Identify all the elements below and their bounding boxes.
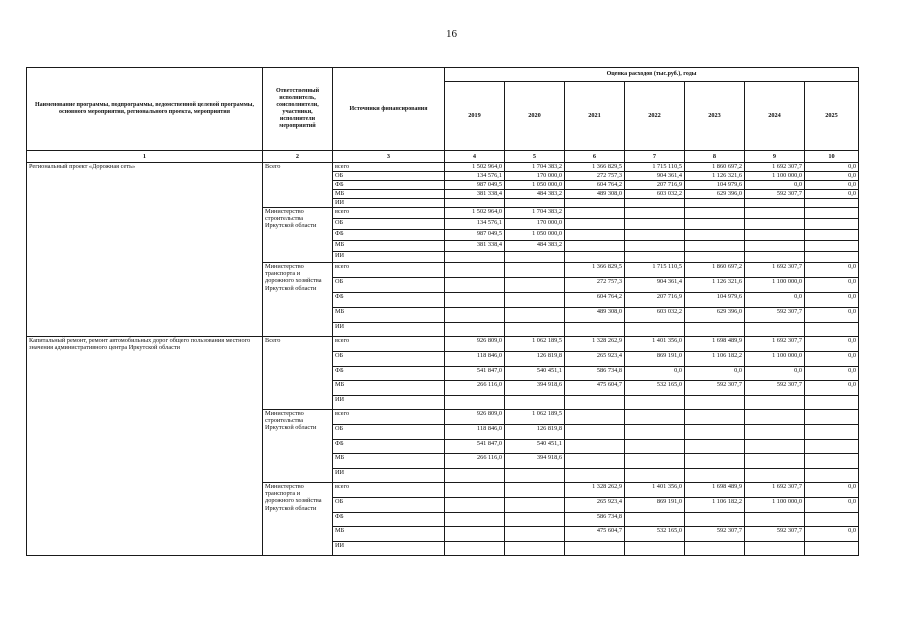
amount-cell <box>445 308 505 323</box>
amount-cell <box>565 230 625 241</box>
funding-source-cell: ФБ <box>333 440 445 454</box>
amount-cell: 0,0 <box>745 293 805 308</box>
amount-cell: 126 819,8 <box>505 425 565 440</box>
amount-cell <box>505 527 565 542</box>
amount-cell <box>565 469 625 483</box>
amount-cell <box>565 410 625 425</box>
amount-cell <box>565 252 625 263</box>
funding-source-cell: ОБ <box>333 352 445 367</box>
amount-cell <box>505 252 565 263</box>
amount-cell: 266 116,0 <box>445 454 505 469</box>
amount-cell: 272 757,3 <box>565 172 625 181</box>
amount-cell <box>505 498 565 513</box>
amount-cell <box>625 208 685 219</box>
amount-cell <box>445 263 505 278</box>
amount-cell: 118 846,0 <box>445 352 505 367</box>
column-number: 5 <box>505 151 565 163</box>
amount-cell: 0,0 <box>805 367 859 381</box>
table-row <box>27 163 859 172</box>
column-number: 4 <box>445 151 505 163</box>
amount-cell: 207 716,9 <box>625 181 685 190</box>
funding-source-cell: всего <box>333 410 445 425</box>
amount-cell: 0,0 <box>805 293 859 308</box>
funding-source-cell: всего <box>333 483 445 498</box>
amount-cell: 118 846,0 <box>445 425 505 440</box>
header-year: 2022 <box>625 82 685 151</box>
amount-cell <box>805 219 859 230</box>
amount-cell <box>625 469 685 483</box>
funding-source-cell: ИИ <box>333 199 445 208</box>
amount-cell: 1 100 000,0 <box>745 172 805 181</box>
amount-cell: 987 049,5 <box>445 181 505 190</box>
funding-source-cell: ФБ <box>333 293 445 308</box>
funding-source-cell: ИИ <box>333 252 445 263</box>
amount-cell: 0,0 <box>805 172 859 181</box>
amount-cell: 0,0 <box>745 181 805 190</box>
amount-cell <box>445 252 505 263</box>
header-year: 2020 <box>505 82 565 151</box>
funding-source-cell: МБ <box>333 454 445 469</box>
amount-cell <box>685 230 745 241</box>
amount-cell <box>685 469 745 483</box>
amount-cell <box>685 425 745 440</box>
amount-cell: 1 715 110,5 <box>625 263 685 278</box>
amount-cell: 381 338,4 <box>445 241 505 252</box>
amount-cell <box>445 527 505 542</box>
amount-cell: 926 809,0 <box>445 337 505 352</box>
amount-cell: 0,0 <box>805 381 859 396</box>
amount-cell <box>625 219 685 230</box>
amount-cell <box>445 469 505 483</box>
amount-cell: 0,0 <box>805 352 859 367</box>
amount-cell: 1 715 110,5 <box>625 163 685 172</box>
amount-cell <box>745 542 805 556</box>
amount-cell: 1 100 000,0 <box>745 278 805 293</box>
funding-source-cell: ОБ <box>333 498 445 513</box>
amount-cell <box>565 241 625 252</box>
amount-cell: 1 126 321,6 <box>685 278 745 293</box>
amount-cell: 1 100 000,0 <box>745 498 805 513</box>
funding-source-cell: МБ <box>333 527 445 542</box>
amount-cell <box>805 252 859 263</box>
funding-source-cell: ФБ <box>333 181 445 190</box>
amount-cell: 1 692 307,7 <box>745 483 805 498</box>
amount-cell: 603 032,2 <box>625 190 685 199</box>
amount-cell: 592 307,7 <box>745 190 805 199</box>
amount-cell: 126 819,8 <box>505 352 565 367</box>
amount-cell <box>745 410 805 425</box>
amount-cell <box>445 483 505 498</box>
amount-cell <box>625 454 685 469</box>
column-number: 9 <box>745 151 805 163</box>
responsible-cell: Министерство строительства Иркутской области <box>263 208 333 263</box>
funding-source-cell: всего <box>333 208 445 219</box>
amount-cell: 265 923,4 <box>565 352 625 367</box>
amount-cell <box>445 513 505 527</box>
amount-cell <box>745 454 805 469</box>
amount-cell <box>625 425 685 440</box>
amount-cell: 869 191,0 <box>625 352 685 367</box>
amount-cell: 869 191,0 <box>625 498 685 513</box>
amount-cell <box>685 542 745 556</box>
amount-cell: 541 847,0 <box>445 367 505 381</box>
amount-cell <box>685 323 745 337</box>
amount-cell <box>625 542 685 556</box>
amount-cell: 1 860 697,2 <box>685 163 745 172</box>
amount-cell: 586 734,8 <box>565 513 625 527</box>
funding-source-cell: ОБ <box>333 278 445 293</box>
amount-cell <box>505 278 565 293</box>
amount-cell <box>565 542 625 556</box>
amount-cell <box>565 199 625 208</box>
amount-cell: 265 923,4 <box>565 498 625 513</box>
amount-cell: 134 576,1 <box>445 172 505 181</box>
amount-cell <box>625 241 685 252</box>
amount-cell <box>745 230 805 241</box>
amount-cell <box>565 440 625 454</box>
amount-cell: 604 764,2 <box>565 293 625 308</box>
amount-cell: 489 308,0 <box>565 308 625 323</box>
amount-cell: 0,0 <box>685 367 745 381</box>
column-number: 3 <box>333 151 445 163</box>
amount-cell <box>805 396 859 410</box>
amount-cell <box>805 440 859 454</box>
column-number: 2 <box>263 151 333 163</box>
funding-source-cell: ИИ <box>333 323 445 337</box>
amount-cell <box>565 454 625 469</box>
amount-cell <box>685 513 745 527</box>
column-number: 7 <box>625 151 685 163</box>
amount-cell: 1 366 829,5 <box>565 263 625 278</box>
amount-cell: 1 692 307,7 <box>745 263 805 278</box>
amount-cell <box>745 208 805 219</box>
amount-cell <box>505 396 565 410</box>
amount-cell <box>805 199 859 208</box>
amount-cell: 1 328 262,9 <box>565 483 625 498</box>
amount-cell <box>685 219 745 230</box>
header-program-name: Наименование программы, подпрограммы, ведомственной целевой программы, основного мероприятия, регионального проекта, мероприятия <box>27 68 263 151</box>
amount-cell <box>745 513 805 527</box>
amount-cell: 0,0 <box>805 308 859 323</box>
amount-cell: 1 100 000,0 <box>745 352 805 367</box>
amount-cell <box>565 425 625 440</box>
amount-cell: 1 050 000,0 <box>505 181 565 190</box>
amount-cell: 0,0 <box>805 498 859 513</box>
amount-cell <box>505 483 565 498</box>
amount-cell: 1 106 182,2 <box>685 498 745 513</box>
amount-cell: 1 704 383,2 <box>505 208 565 219</box>
amount-cell: 1 502 964,0 <box>445 208 505 219</box>
funding-source-cell: МБ <box>333 190 445 199</box>
amount-cell <box>505 199 565 208</box>
funding-source-cell: МБ <box>333 308 445 323</box>
amount-cell <box>805 323 859 337</box>
amount-cell <box>805 241 859 252</box>
amount-cell: 1 401 356,0 <box>625 337 685 352</box>
amount-cell: 0,0 <box>805 181 859 190</box>
amount-cell <box>685 241 745 252</box>
page-number: 16 <box>446 28 457 40</box>
amount-cell <box>445 293 505 308</box>
amount-cell <box>685 208 745 219</box>
amount-cell <box>685 199 745 208</box>
funding-source-cell: МБ <box>333 241 445 252</box>
amount-cell <box>625 410 685 425</box>
amount-cell: 592 307,7 <box>745 381 805 396</box>
amount-cell: 1 126 321,6 <box>685 172 745 181</box>
amount-cell: 1 062 189,5 <box>505 337 565 352</box>
amount-cell: 1 692 307,7 <box>745 163 805 172</box>
funding-source-cell: ИИ <box>333 396 445 410</box>
funding-source-cell: ИИ <box>333 469 445 483</box>
amount-cell <box>445 199 505 208</box>
amount-cell: 592 307,7 <box>745 527 805 542</box>
amount-cell <box>625 199 685 208</box>
amount-cell: 484 383,2 <box>505 241 565 252</box>
funding-source-cell: ОБ <box>333 219 445 230</box>
amount-cell: 0,0 <box>805 278 859 293</box>
amount-cell: 170 000,0 <box>505 172 565 181</box>
funding-source-cell: ОБ <box>333 425 445 440</box>
column-number: 10 <box>805 151 859 163</box>
amount-cell: 134 576,1 <box>445 219 505 230</box>
amount-cell <box>505 469 565 483</box>
amount-cell <box>505 513 565 527</box>
amount-cell: 1 062 189,5 <box>505 410 565 425</box>
amount-cell: 0,0 <box>805 190 859 199</box>
amount-cell <box>745 425 805 440</box>
funding-source-cell: всего <box>333 163 445 172</box>
amount-cell <box>565 219 625 230</box>
amount-cell: 0,0 <box>805 483 859 498</box>
responsible-cell: Министерство транспорта и дорожного хозяйства Иркутской области <box>263 263 333 337</box>
amount-cell <box>565 396 625 410</box>
amount-cell <box>805 410 859 425</box>
amount-cell <box>505 542 565 556</box>
amount-cell <box>625 323 685 337</box>
amount-cell: 394 918,6 <box>505 381 565 396</box>
amount-cell <box>805 230 859 241</box>
responsible-cell: Министерство транспорта и дорожного хозяйства Иркутской области <box>263 483 333 556</box>
amount-cell <box>445 323 505 337</box>
program-name-cell: Региональный проект «Дорожная сеть» <box>27 163 263 337</box>
amount-cell: 489 308,0 <box>565 190 625 199</box>
amount-cell: 926 809,0 <box>445 410 505 425</box>
amount-cell <box>805 542 859 556</box>
amount-cell: 0,0 <box>625 367 685 381</box>
program-name-cell: Капитальный ремонт, ремонт автомобильных дорог общего пользования местного значения административного центра Иркутской области <box>27 337 263 556</box>
amount-cell <box>445 542 505 556</box>
amount-cell <box>625 440 685 454</box>
header-year: 2021 <box>565 82 625 151</box>
amount-cell: 1 698 489,9 <box>685 337 745 352</box>
amount-cell <box>745 199 805 208</box>
funding-source-cell: МБ <box>333 381 445 396</box>
table-row <box>27 337 859 352</box>
amount-cell: 1 698 489,9 <box>685 483 745 498</box>
amount-cell: 629 396,0 <box>685 308 745 323</box>
amount-cell <box>505 308 565 323</box>
amount-cell: 272 757,3 <box>565 278 625 293</box>
amount-cell: 540 451,1 <box>505 367 565 381</box>
amount-cell <box>505 263 565 278</box>
amount-cell: 104 979,6 <box>685 293 745 308</box>
amount-cell: 484 383,2 <box>505 190 565 199</box>
amount-cell: 1 050 000,0 <box>505 230 565 241</box>
amount-cell: 604 764,2 <box>565 181 625 190</box>
funding-source-cell: всего <box>333 263 445 278</box>
responsible-cell: Всего <box>263 337 333 410</box>
amount-cell <box>625 396 685 410</box>
amount-cell: 266 116,0 <box>445 381 505 396</box>
amount-cell: 603 032,2 <box>625 308 685 323</box>
amount-cell <box>745 440 805 454</box>
funding-source-cell: ФБ <box>333 230 445 241</box>
amount-cell: 1 401 356,0 <box>625 483 685 498</box>
amount-cell <box>445 498 505 513</box>
amount-cell <box>445 278 505 293</box>
amount-cell: 475 604,7 <box>565 527 625 542</box>
amount-cell <box>685 410 745 425</box>
amount-cell <box>625 230 685 241</box>
amount-cell: 1 106 182,2 <box>685 352 745 367</box>
amount-cell: 987 049,5 <box>445 230 505 241</box>
header-expense-estimate: Оценка расходов (тыс.руб.), годы <box>445 68 859 82</box>
amount-cell: 592 307,7 <box>745 308 805 323</box>
amount-cell <box>745 469 805 483</box>
amount-cell: 1 366 829,5 <box>565 163 625 172</box>
amount-cell <box>445 396 505 410</box>
amount-cell <box>745 396 805 410</box>
amount-cell: 532 165,0 <box>625 527 685 542</box>
amount-cell <box>685 440 745 454</box>
header-responsible: Ответственный исполнитель, соисполнители, участники, исполнители мероприятий <box>263 68 333 151</box>
amount-cell <box>805 454 859 469</box>
amount-cell: 170 000,0 <box>505 219 565 230</box>
funding-source-cell: ФБ <box>333 367 445 381</box>
amount-cell: 540 451,1 <box>505 440 565 454</box>
amount-cell: 0,0 <box>805 527 859 542</box>
table-body <box>27 68 859 556</box>
responsible-cell: Всего <box>263 163 333 208</box>
amount-cell: 1 502 964,0 <box>445 163 505 172</box>
column-number: 1 <box>27 151 263 163</box>
amount-cell: 207 716,9 <box>625 293 685 308</box>
amount-cell: 0,0 <box>805 337 859 352</box>
header-funding-source: Источники финансирования <box>333 68 445 151</box>
amount-cell: 394 918,6 <box>505 454 565 469</box>
amount-cell: 592 307,7 <box>685 527 745 542</box>
amount-cell: 1 692 307,7 <box>745 337 805 352</box>
amount-cell <box>625 513 685 527</box>
responsible-cell: Министерство строительства Иркутской области <box>263 410 333 483</box>
amount-cell: 104 979,6 <box>685 181 745 190</box>
amount-cell: 629 396,0 <box>685 190 745 199</box>
amount-cell <box>745 252 805 263</box>
amount-cell <box>805 425 859 440</box>
amount-cell <box>565 208 625 219</box>
amount-cell: 592 307,7 <box>685 381 745 396</box>
amount-cell <box>805 469 859 483</box>
funding-source-cell: ФБ <box>333 513 445 527</box>
amount-cell: 541 847,0 <box>445 440 505 454</box>
amount-cell <box>745 219 805 230</box>
amount-cell <box>685 454 745 469</box>
amount-cell: 586 734,8 <box>565 367 625 381</box>
header-year: 2025 <box>805 82 859 151</box>
amount-cell: 0,0 <box>745 367 805 381</box>
amount-cell: 0,0 <box>805 263 859 278</box>
amount-cell <box>565 323 625 337</box>
amount-cell: 904 361,4 <box>625 278 685 293</box>
amount-cell <box>745 241 805 252</box>
amount-cell: 381 338,4 <box>445 190 505 199</box>
header-year: 2023 <box>685 82 745 151</box>
header-year: 2024 <box>745 82 805 151</box>
column-number: 8 <box>685 151 745 163</box>
funding-source-cell: ОБ <box>333 172 445 181</box>
amount-cell <box>685 396 745 410</box>
amount-cell: 532 165,0 <box>625 381 685 396</box>
header-year: 2019 <box>445 82 505 151</box>
amount-cell <box>505 323 565 337</box>
amount-cell <box>685 252 745 263</box>
amount-cell <box>805 513 859 527</box>
amount-cell: 0,0 <box>805 163 859 172</box>
amount-cell <box>505 293 565 308</box>
amount-cell <box>805 208 859 219</box>
amount-cell <box>745 323 805 337</box>
funding-source-cell: всего <box>333 337 445 352</box>
amount-cell: 1 328 262,9 <box>565 337 625 352</box>
amount-cell: 1 704 383,2 <box>505 163 565 172</box>
column-number: 6 <box>565 151 625 163</box>
amount-cell: 904 361,4 <box>625 172 685 181</box>
funding-source-cell: ИИ <box>333 542 445 556</box>
expenditure-table <box>26 67 859 556</box>
amount-cell: 475 604,7 <box>565 381 625 396</box>
amount-cell <box>625 252 685 263</box>
amount-cell: 1 860 697,2 <box>685 263 745 278</box>
